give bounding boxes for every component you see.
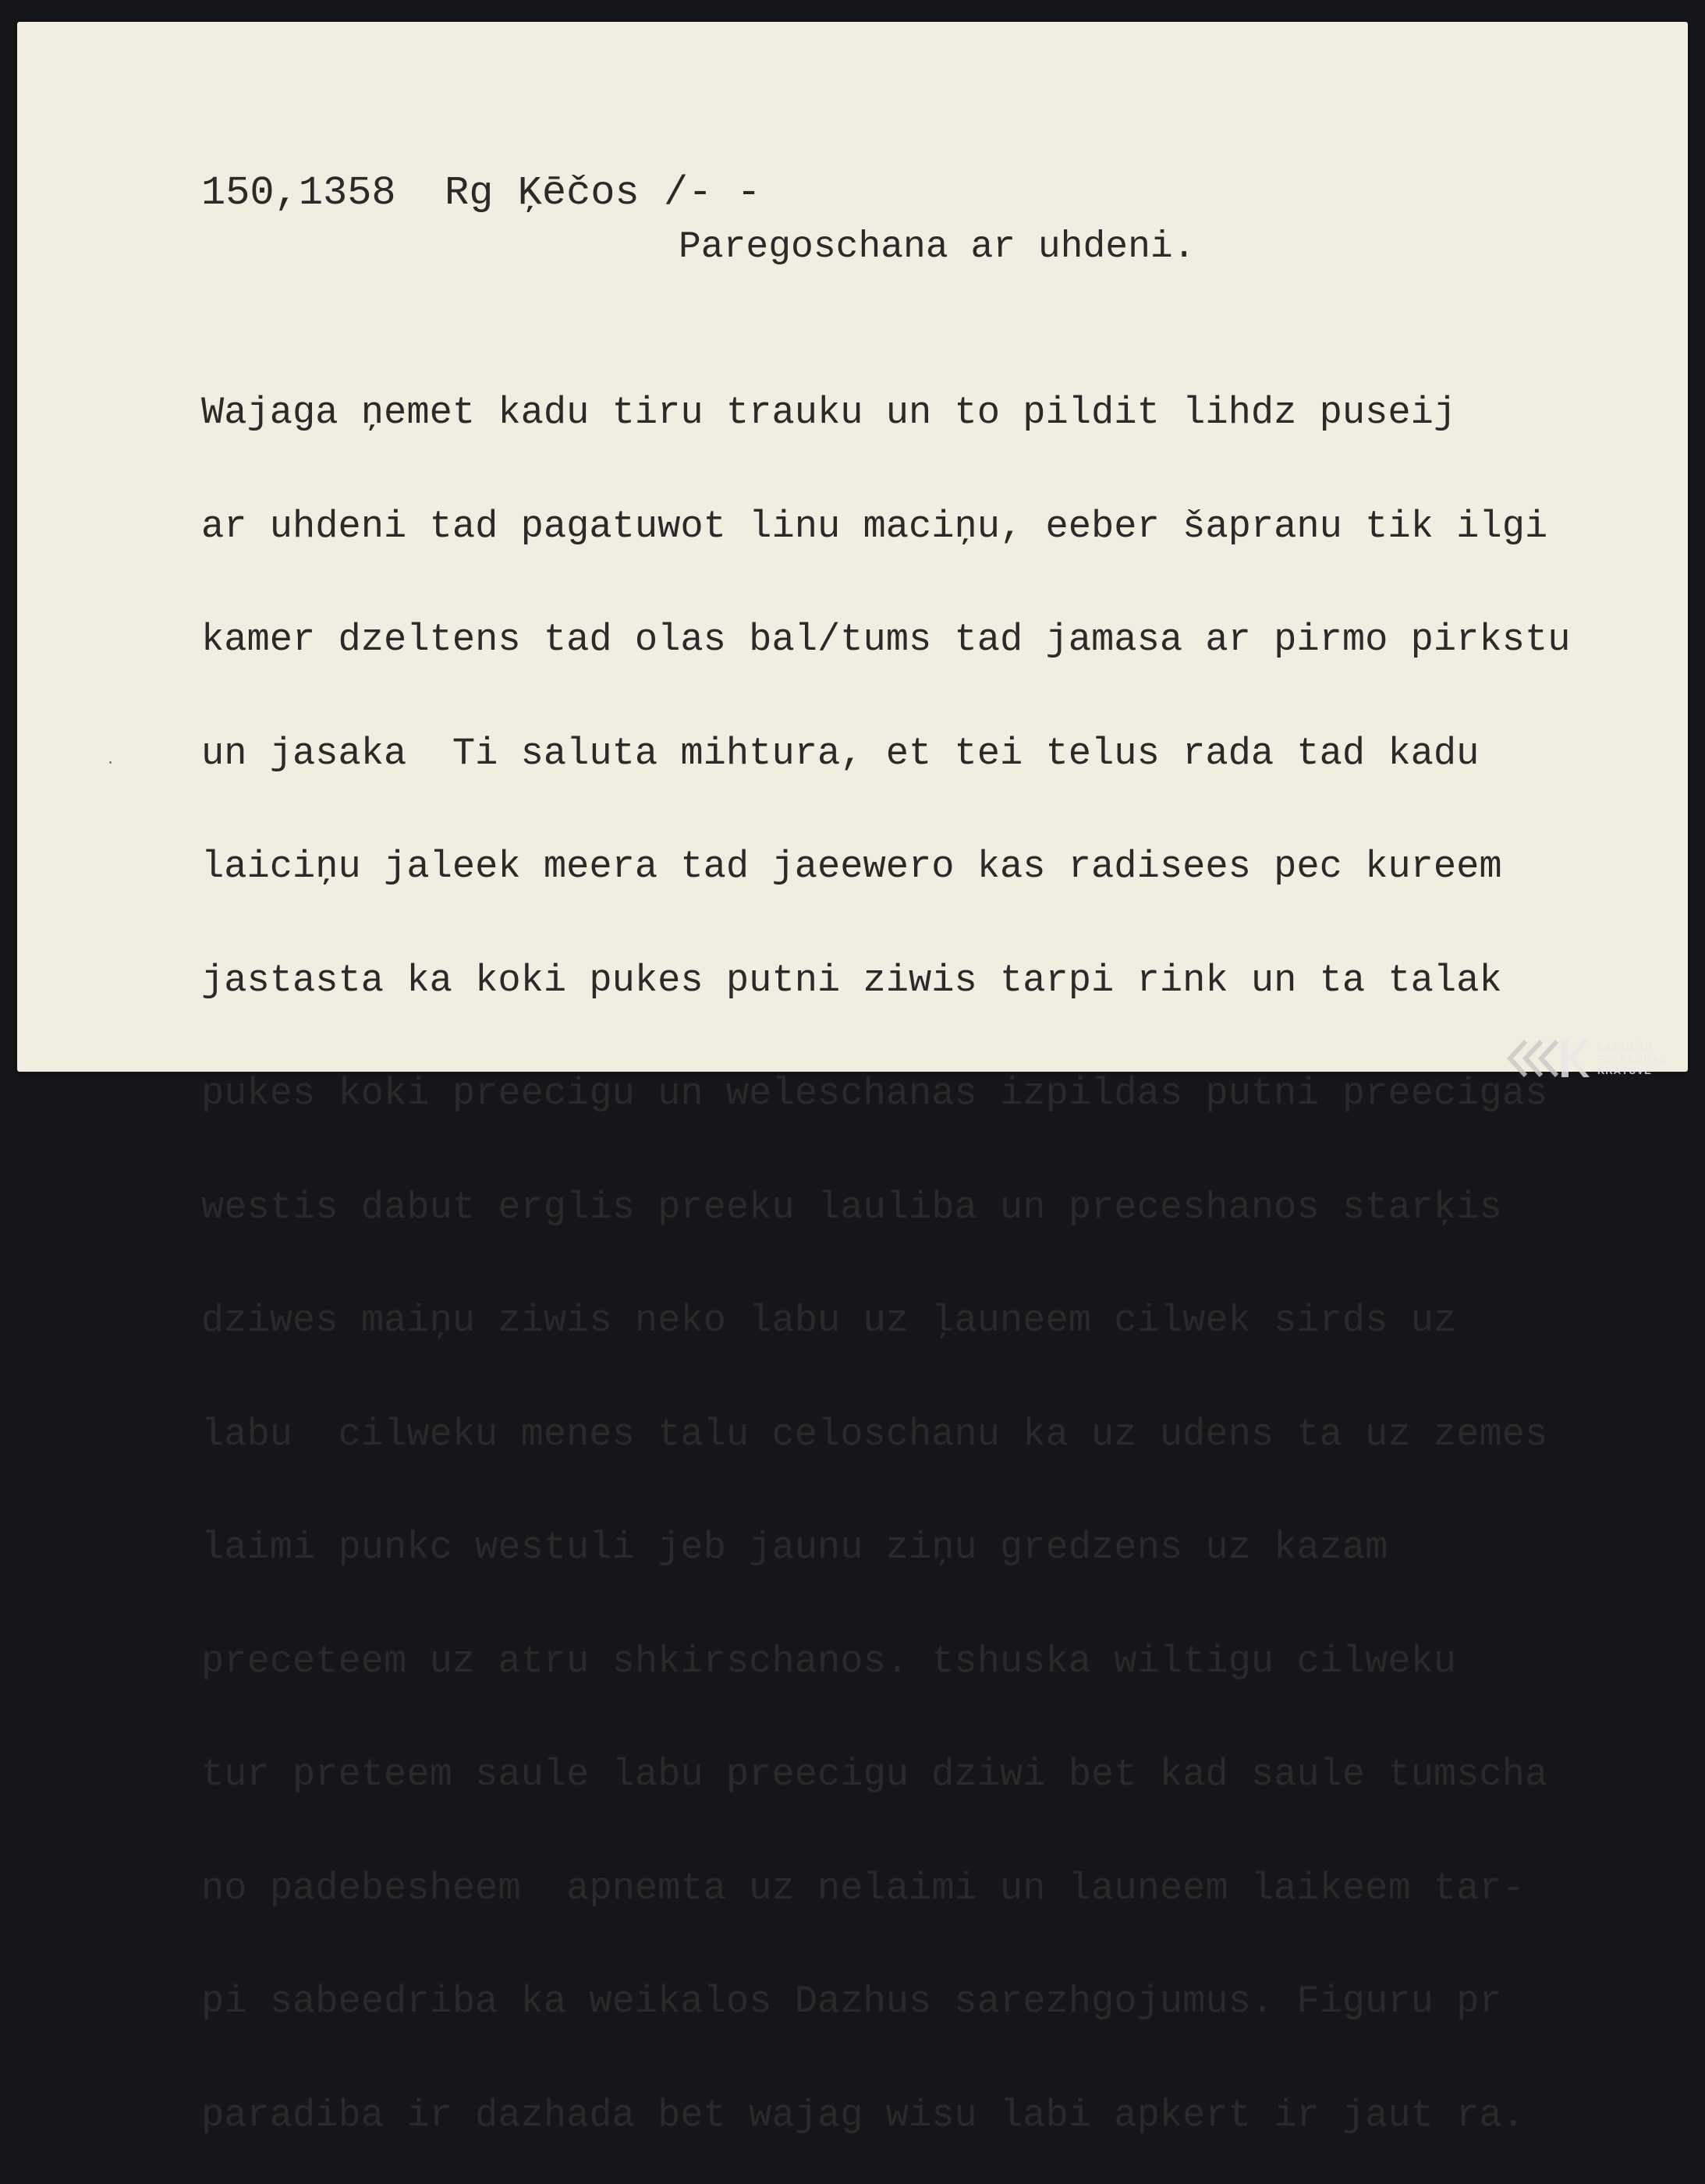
- logo-line: LATVIEŠU: [1597, 1041, 1654, 1053]
- archive-card: [17, 22, 1688, 2137]
- body-line: un jasaka Ti saluta mihtura, et tei telus rada tad kadu: [201, 731, 1480, 775]
- card-header: 150,1358 Rg Ķēčos /- -: [201, 170, 761, 216]
- body-line: laiciņu jaleek meera tad jaeewero kas radisees pec kureem: [201, 845, 1502, 888]
- paper-speck: [109, 761, 112, 764]
- body-line: tur preteem saule labu preecigu dziwi bet kad saule tumscha: [201, 1753, 1548, 1796]
- card-body: [201, 318, 1570, 2184]
- archive-logo: [1504, 1030, 1696, 1087]
- body-line: kamer dzeltens tad olas bal/tums tad jamasa ar pirmo pirkstu: [201, 618, 1571, 661]
- body-line: pi sabeedriba ka weikalos Dazhus sarezhgojumus. Figuru pr: [201, 1980, 1502, 2023]
- body-line: westis dabut erglis preeku lauliba un preceshanos starķis: [201, 1185, 1502, 1229]
- body-line: jastasta ka koki pukes putni ziwis tarpi rink un ta talak: [201, 958, 1502, 1002]
- body-line: no padebesheem apnemta uz nelaimi un launeem laikeem tar-: [201, 1866, 1525, 1910]
- logo-text: [1597, 1041, 1668, 1076]
- body-line: labu cilweku menes talu celoschanu ka uz udens ta uz zemes: [201, 1412, 1548, 1456]
- body-line: dziwes maiņu ziwis neko labu uz ļauneem cilwek sirds uz: [201, 1299, 1457, 1342]
- body-line: Wajaga ņemet kadu tiru trauku un to pildit lihdz puseij: [201, 391, 1457, 434]
- body-line: preceteem uz atru shkirschanos. tshuska wiltigu cilweku: [201, 1639, 1457, 1683]
- lfk-chevron-k-logo-icon: [1504, 1035, 1590, 1082]
- logo-line: FOLKLORAS: [1597, 1052, 1668, 1065]
- body-line: ar uhdeni tad pagatuwot linu maciņu, eeber šapranu tik ilgi: [201, 504, 1548, 548]
- card-title: Paregoschana ar uhdeni.: [679, 226, 1196, 268]
- body-line: pukes koki preecigu un weleschanas izpildas putni preecigas: [201, 1072, 1548, 1115]
- body-line: paradiba ir dazhada bet wajag wisu labi apkert ir jaut ra.: [201, 2093, 1525, 2137]
- body-line: laimi punkc westuli jeb jaunu ziņu gredzens uz kazam: [201, 1526, 1388, 1569]
- logo-line: KRĀTUVE: [1597, 1064, 1652, 1076]
